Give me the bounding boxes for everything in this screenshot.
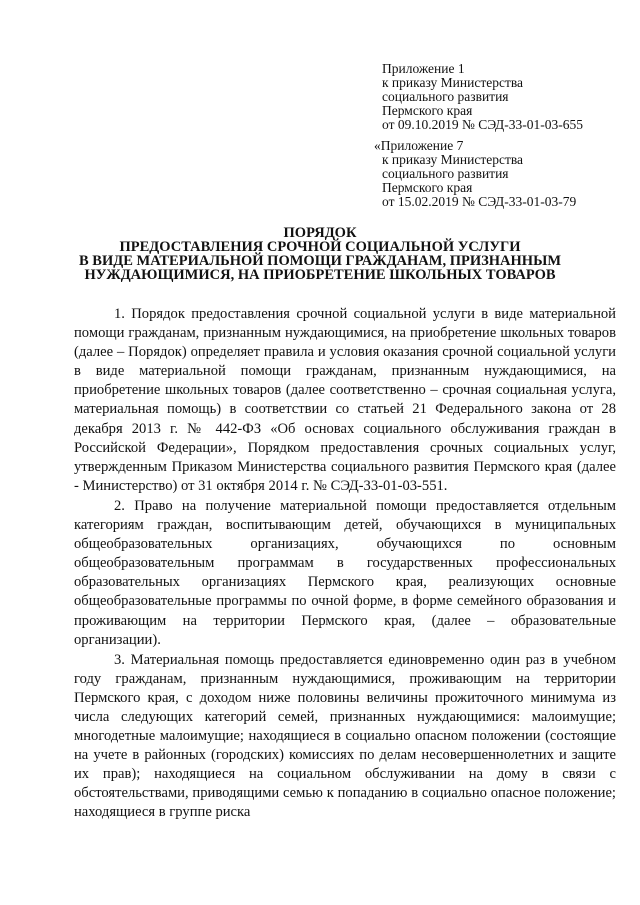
appendix-line: Пермского края xyxy=(382,180,473,195)
appendix-line: к приказу Министерства xyxy=(382,75,524,90)
title-line: НУЖДАЮЩИМИСЯ, НА ПРИОБРЕТЕНИЕ ШКОЛЬНЫХ ТОВАРОВ xyxy=(84,267,556,283)
title-line: ПРЕДОСТАВЛЕНИЯ СРОЧНОЙ СОЦИАЛЬНОЙ УСЛУГИ xyxy=(119,239,521,255)
appendix-line: от 15.02.2019 № СЭД-33-01-03-79 xyxy=(382,194,577,209)
appendix-line: Пермского края xyxy=(382,103,473,118)
paragraph-1: 1. Порядок предоставления срочной социальной услуги в виде материальной помощи гражданам, признанным нуждающимися, на приобретение школьных товаров (далее – Порядок) определяет правила и условия оказания срочной социальной услуги в виде материальной помощи гражданам, признанным нуждающимися, на приобретение школьных товаров (далее соответственно – срочная социальная услуга, материальная помощь) в соответствии со статьей 21 Федерального закона от 28 декабря 2013 г. № 442-ФЗ «Об основах социального обслуживания граждан в Российской Федерации», Порядком предоставления срочных социальных услуг, утвержденным Приказом Министерства социального развития Пермского края (далее - Министерство) от 31 октября 2014 г. № СЭД-33-01-03-551. xyxy=(74,306,616,494)
appendix-current xyxy=(382,62,632,132)
appendix-line: социального развития xyxy=(382,166,509,181)
appendix-line: «Приложение 7 xyxy=(374,138,464,153)
appendix-line: социального развития xyxy=(382,89,509,104)
document-body xyxy=(74,305,616,824)
title-line: ПОРЯДОК xyxy=(283,225,357,241)
paragraph-3: 3. Материальная помощь предоставляется единовременно один раз в учебном году гражданам, признанным нуждающимися, проживающим на территории Пермского края, с доходом ниже половины величины прожиточного минимума из числа следующих категорий семей, признанных нуждающимися: малоимущие; многодетные малоимущие; находящиеся в социально опасном положении (состоящие на учете в районных (городских) комиссиях по делам несовершеннолетних и защите их прав); находящиеся на социальном обслуживании на дому в связи с обстоятельствами, приводящими семью к попаданию в социально опасное положение; находящиеся в группе риска xyxy=(74,651,616,821)
appendix-line: Приложение 1 xyxy=(382,61,465,76)
appendix-line: от 09.10.2019 № СЭД-33-01-03-655 xyxy=(382,117,583,132)
document-title xyxy=(40,226,600,282)
appendix-line: к приказу Министерства xyxy=(382,152,524,167)
title-line: В ВИДЕ МАТЕРИАЛЬНОЙ ПОМОЩИ ГРАЖДАНАМ, ПРИЗНАННЫМ xyxy=(78,253,562,269)
appendix-previous xyxy=(374,139,624,209)
paragraph-2: 2. Право на получение материальной помощи предоставляется отдельным категориям граждан, воспитывающим детей, обучающихся в муниципальных общеобразовательных организациях, обучающихся по основным общеобразовательным программам в государственных профессиональных образовательных организациях Пермского края, реализующих основные общеобразовательные программы по очной форме, в форме семейного образования и проживающим на территории Пермского края, (далее – образовательные организации). xyxy=(74,497,616,648)
